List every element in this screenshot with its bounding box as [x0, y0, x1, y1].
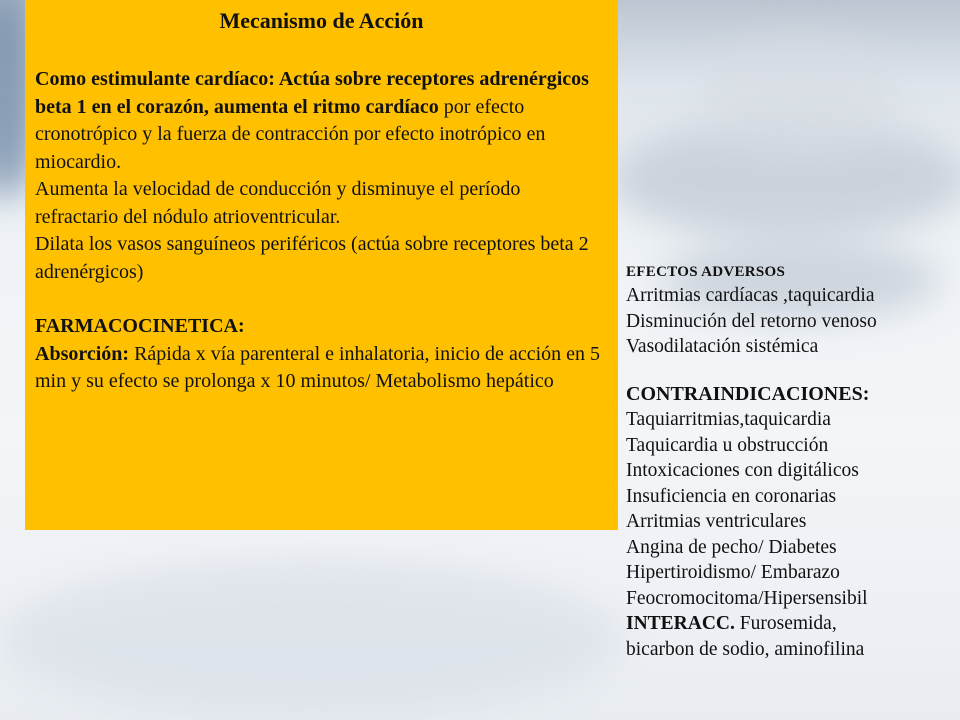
contraindication-item: Arritmias ventriculares [626, 511, 807, 532]
mechanism-panel [25, 0, 618, 530]
interactions-label: INTERACC. [626, 613, 735, 634]
adverse-effect-item: Arritmias cardíacas ,taquicardia [626, 285, 875, 306]
background-shape [0, 560, 620, 720]
absorption-paragraph [35, 341, 608, 396]
vasodilation-paragraph: Dilata los vasos sanguíneos periféricos (actúa sobre receptores beta 2 adrenérgicos) [35, 233, 589, 283]
contraindication-item: Taquicardia u obstrucción [626, 434, 829, 456]
conduction-paragraph: Aumenta la velocidad de conducción y disminuye el período refractario del nódulo atrioventricular. [35, 178, 521, 228]
contraindication-item: Hipertiroidismo/ Embarazo [626, 562, 840, 583]
cardiac-stimulant-paragraph [35, 66, 608, 176]
contraindication-item: Insuficiencia en coronarias [626, 485, 837, 507]
adverse-effects-heading: EFECTOS ADVERSOS [626, 264, 786, 280]
spacer [626, 360, 960, 382]
spacer [35, 286, 608, 313]
contraindication-item: Feocromocitoma/Hipersensibil [626, 587, 868, 609]
contraindications-heading: CONTRAINDICACIONES: [626, 382, 870, 405]
mechanism-title: Mecanismo de Acción [219, 8, 424, 33]
side-panel [626, 261, 960, 662]
contraindication-item: Intoxicaciones con digitálicos [626, 460, 859, 481]
adverse-effect-item: Vasodilatación sistémica [626, 336, 819, 357]
interactions-line: bicarbon de sodio, aminofilina [626, 638, 865, 660]
pharmacokinetics-heading: FARMACOCINETICA: [35, 315, 245, 337]
contraindication-item: Taquiarritmias,taquicardia [626, 409, 831, 430]
background-shape [700, 40, 900, 160]
contraindication-item: Angina de pecho/ Diabetes [626, 536, 837, 558]
absorption-label: Absorción: [35, 342, 130, 365]
interactions-line [626, 611, 960, 637]
cardiac-stimulant-text: por efecto cronotrópico y la fuerza de contracción por efecto inotrópico en miocardio. [35, 95, 546, 173]
adverse-effect-item: Disminución del retorno venoso [626, 310, 877, 332]
absorption-text: Rápida x vía parenteral e inhalatoria, inicio de acción en 5 min y su efecto se prolonga x 10 minutos/ Metabolismo hepático [35, 342, 601, 392]
interactions-text: Furosemida, [734, 613, 837, 634]
cardiac-stimulant-bold: Como estimulante cardíaco: Actúa sobre receptores adrenérgicos beta 1 en el corazón, aumenta el ritmo cardíaco [35, 68, 589, 118]
